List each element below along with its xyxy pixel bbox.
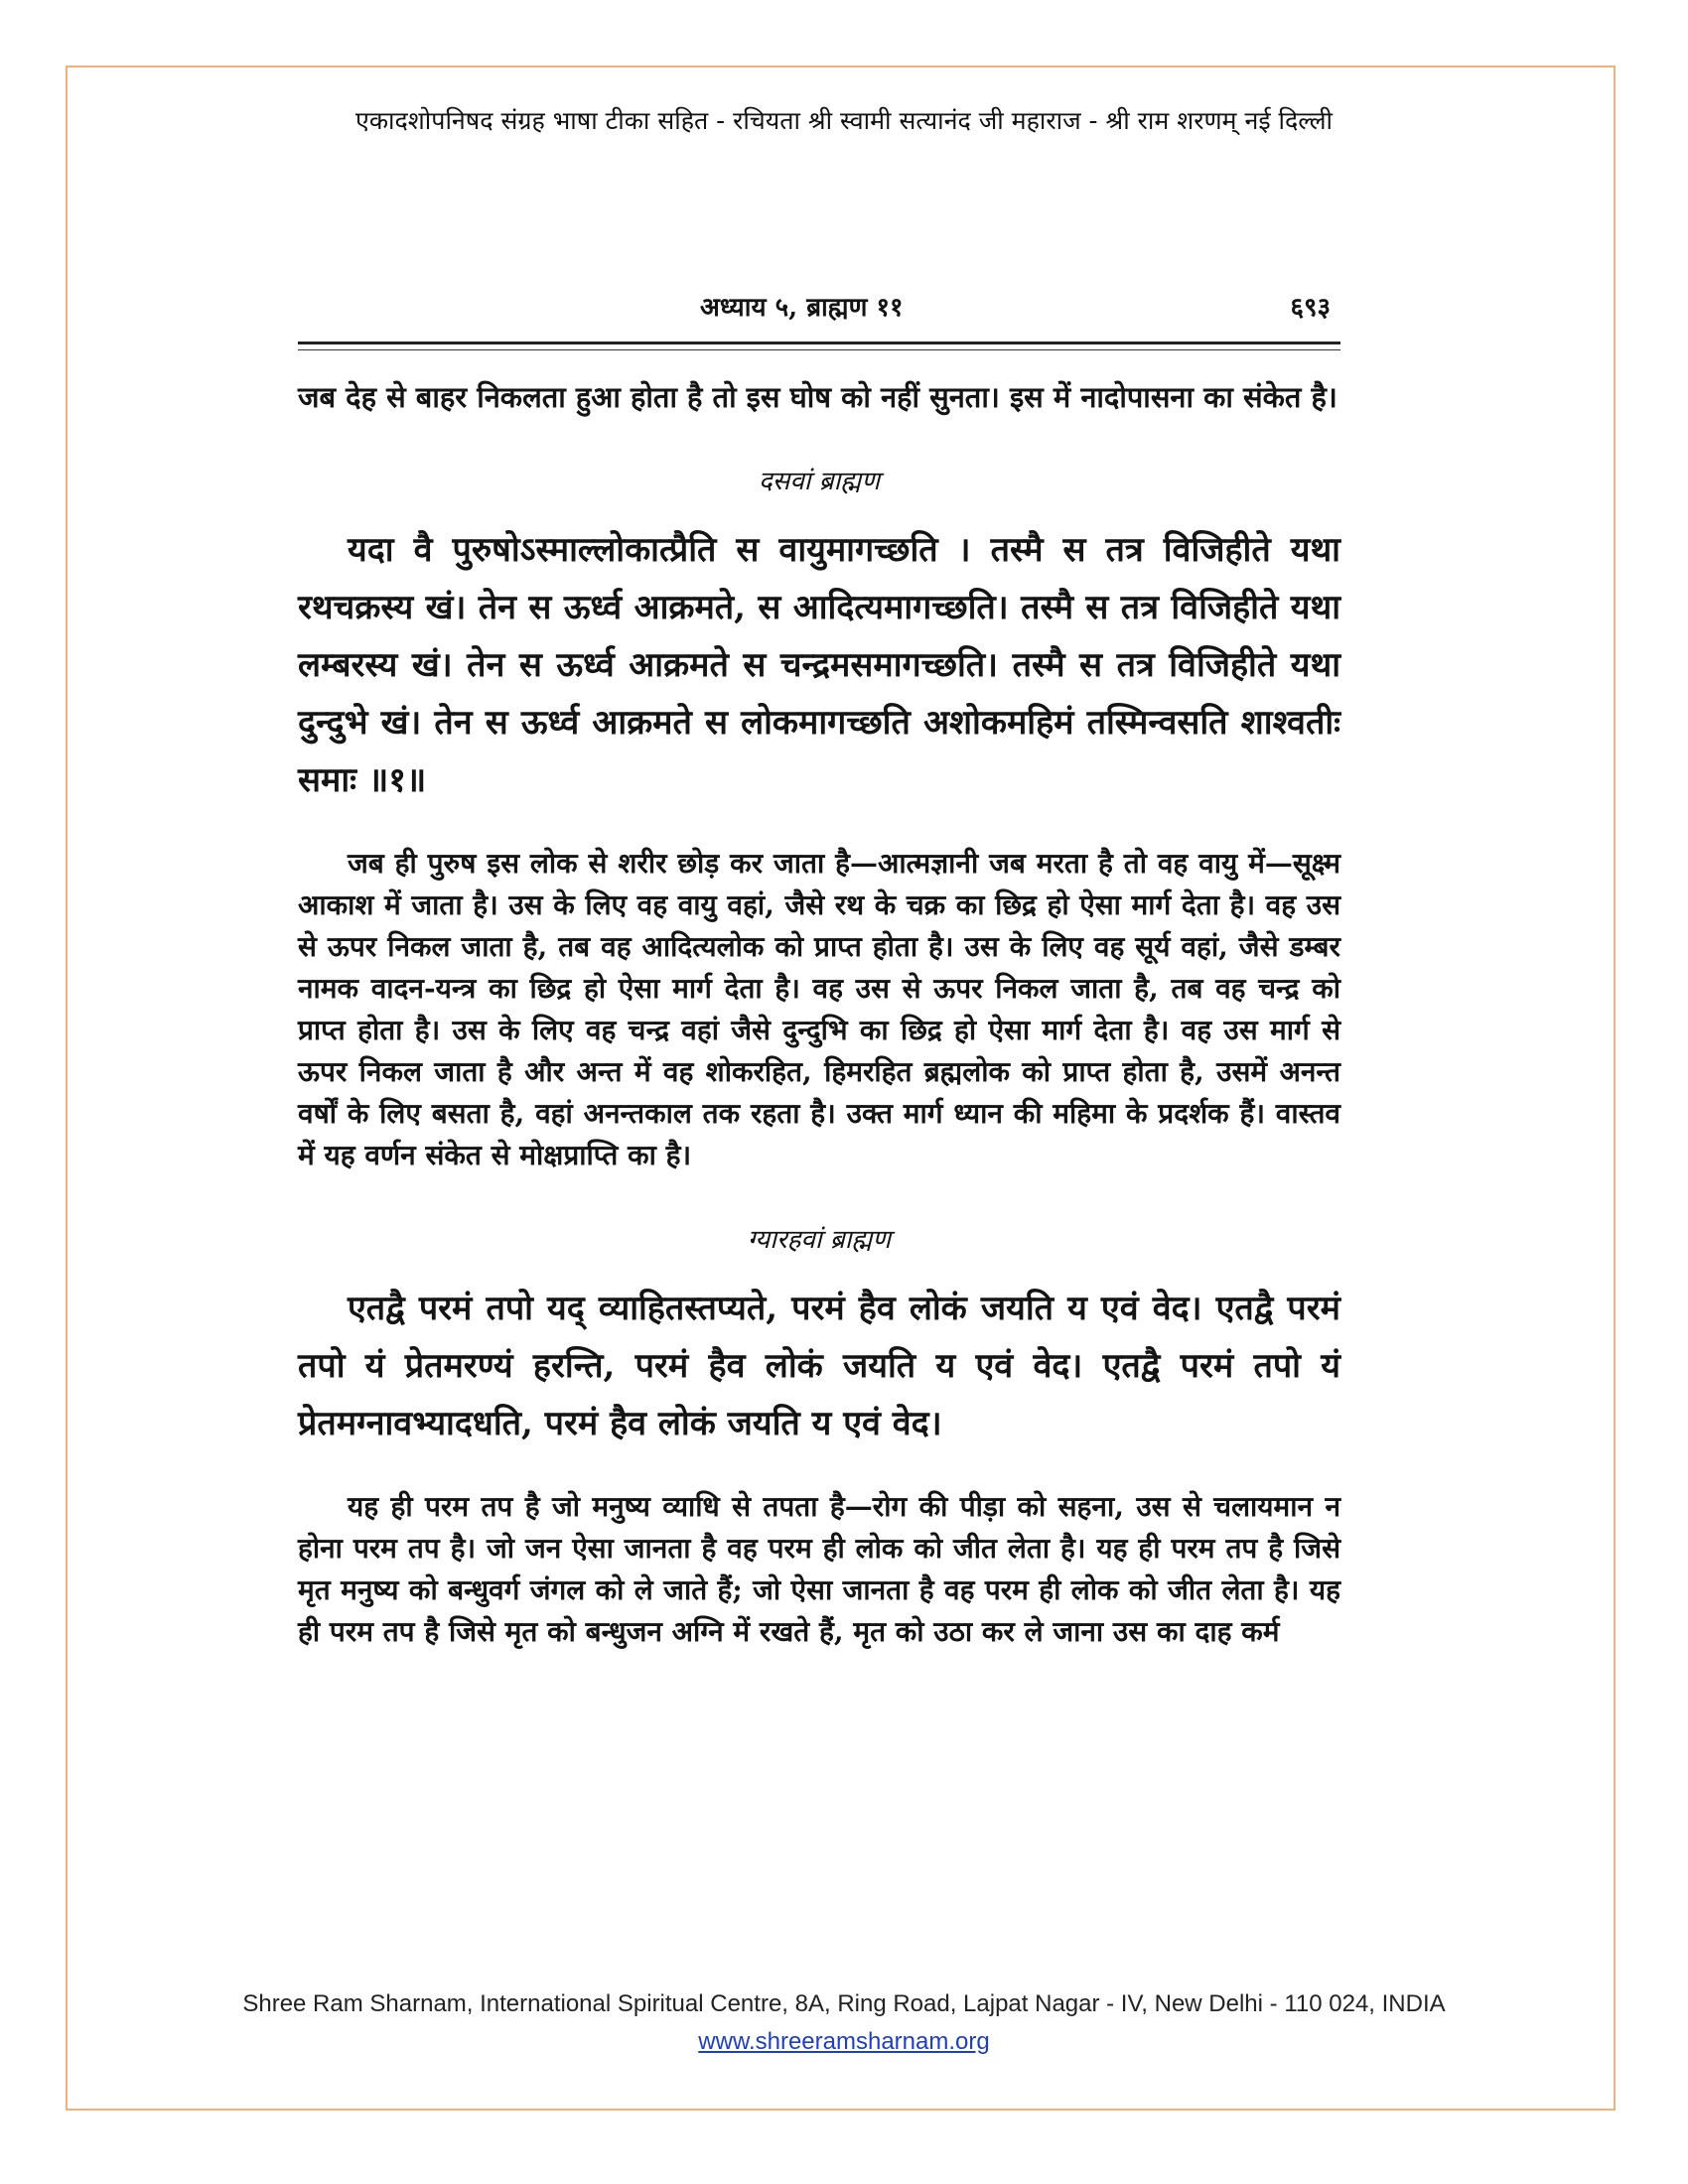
document-header: एकादशोपनिषद संग्रह भाषा टीका सहित - रचियता श्री स्वामी सत्यानंद जी महाराज - श्री राम शरणम् नई दिल्ली [355,106,1333,135]
scanned-page [298,288,1340,1653]
header-rule-thick [298,341,1340,344]
sanskrit-mantra-eleventh: एतद्वै परमं तपो यद् व्याहितस्तप्यते, परमं हैव लोकं जयति य एवं वेद। एतद्वै परमं तपो यं प्रेतमरण्यं हरन्ति, परमं हैव लोकं जयति य एवं वेद। एतद्वै परमं तपो यं प्रेतमग्नावभ्यादधति, परमं हैव लोकं जयति य एवं वेद। [298,1289,1340,1443]
chapter-heading: अध्याय ५, ब्राह्मण ११ [700,293,904,323]
sanskrit-mantra-tenth: यदा वै पुरुषोऽस्माल्लोकात्प्रैति स वायुमागच्छति । तस्मै स तत्र विजिहीते यथा रथचक्रस्य खं। तेन स ऊर्ध्व आक्रमते, स आदित्यमागच्छति। तस्मै स तत्र विजिहीते यथा लम्बरस्य खं। तेन स ऊर्ध्व आक्रमते स चन्द्रमसमागच्छति। तस्मै स तत्र विजिहीते यथा दुन्दुभे खं। तेन स ऊर्ध्व आक्रमते स लोकमागच्छति अशोकमहिमं तस्मिन्वसति शाश्वतीः समाः ॥१॥ [298,530,1340,800]
header-rule [298,341,1340,350]
running-head [298,288,1340,324]
section-title-tenth: दसवां ब्राह्मण [758,467,881,496]
page-number: ६९३ [1290,293,1331,323]
section-title-eleventh: ग्यारहवां ब्राह्मण [747,1225,892,1255]
commentary-eleventh: यह ही परम तप है जो मनुष्य व्याधि से तपता है—रोग की पीड़ा को सहना, उस से चलायमान न होना परम तप है। जो जन ऐसा जानता है वह परम ही लोक को जीत लेता है। यह ही परम तप है जिसे मृत मनुष्य को बन्धुवर्ग जंगल को ले जाते हैं; जो ऐसा जानता है वह परम ही लोक को जीत लेता है। यह ही परम तप है जिसे मृत को बन्धुजन अग्नि में रखते हैं, मृत को उठा कर ले जाना उस का दाह कर्म [298,1490,1340,1648]
website-link[interactable]: www.shreeramsharnam.org [698,2028,990,2055]
commentary-tenth: जब ही पुरुष इस लोक से शरीर छोड़ कर जाता है—आत्मज्ञानी जब मरता है तो वह वायु में—सूक्ष्म आकाश में जाता है। उस के लिए वह वायु वहां, जैसे रथ के चक्र का छिद्र हो ऐसा मार्ग देता है। वह उस से ऊपर निकल जाता है, तब वह आदित्यलोक को प्राप्त होता है। उस के लिए वह सूर्य वहां, जैसे डम्बर नामक वादन-यन्त्र का छिद्र हो ऐसा मार्ग देता है। वह उस से ऊपर निकल जाता है, तब वह चन्द्र को प्राप्त होता है। उस के लिए वह चन्द्र वहां जैसे दुन्दुभि का छिद्र हो ऐसा मार्ग देता है। वह उस मार्ग से ऊपर निकल जाता है और अन्त में वह शोकरहित, हिमरहित ब्रह्मलोक को प्राप्त होता है, उसमें अनन्त वर्षों के लिए बसता है, वहां अनन्तकाल तक रहता है। उक्त मार्ग ध्यान की महिमा के प्रदर्शक हैं। वास्तव में यह वर्णन संकेत से मोक्षप्राप्ति का है। [298,847,1340,1171]
header-rule-thin [298,349,1340,350]
footer-address: Shree Ram Sharnam, International Spiritual Centre, 8A, Ring Road, Lajpat Nagar - IV, New Delhi - 110 024, INDIA [242,1990,1446,2017]
intro-paragraph: जब देह से बाहर निकलता हुआ होता है तो इस घोष को नहीं सुनता। इस में नादोपासना का संकेत है। [298,380,1337,414]
